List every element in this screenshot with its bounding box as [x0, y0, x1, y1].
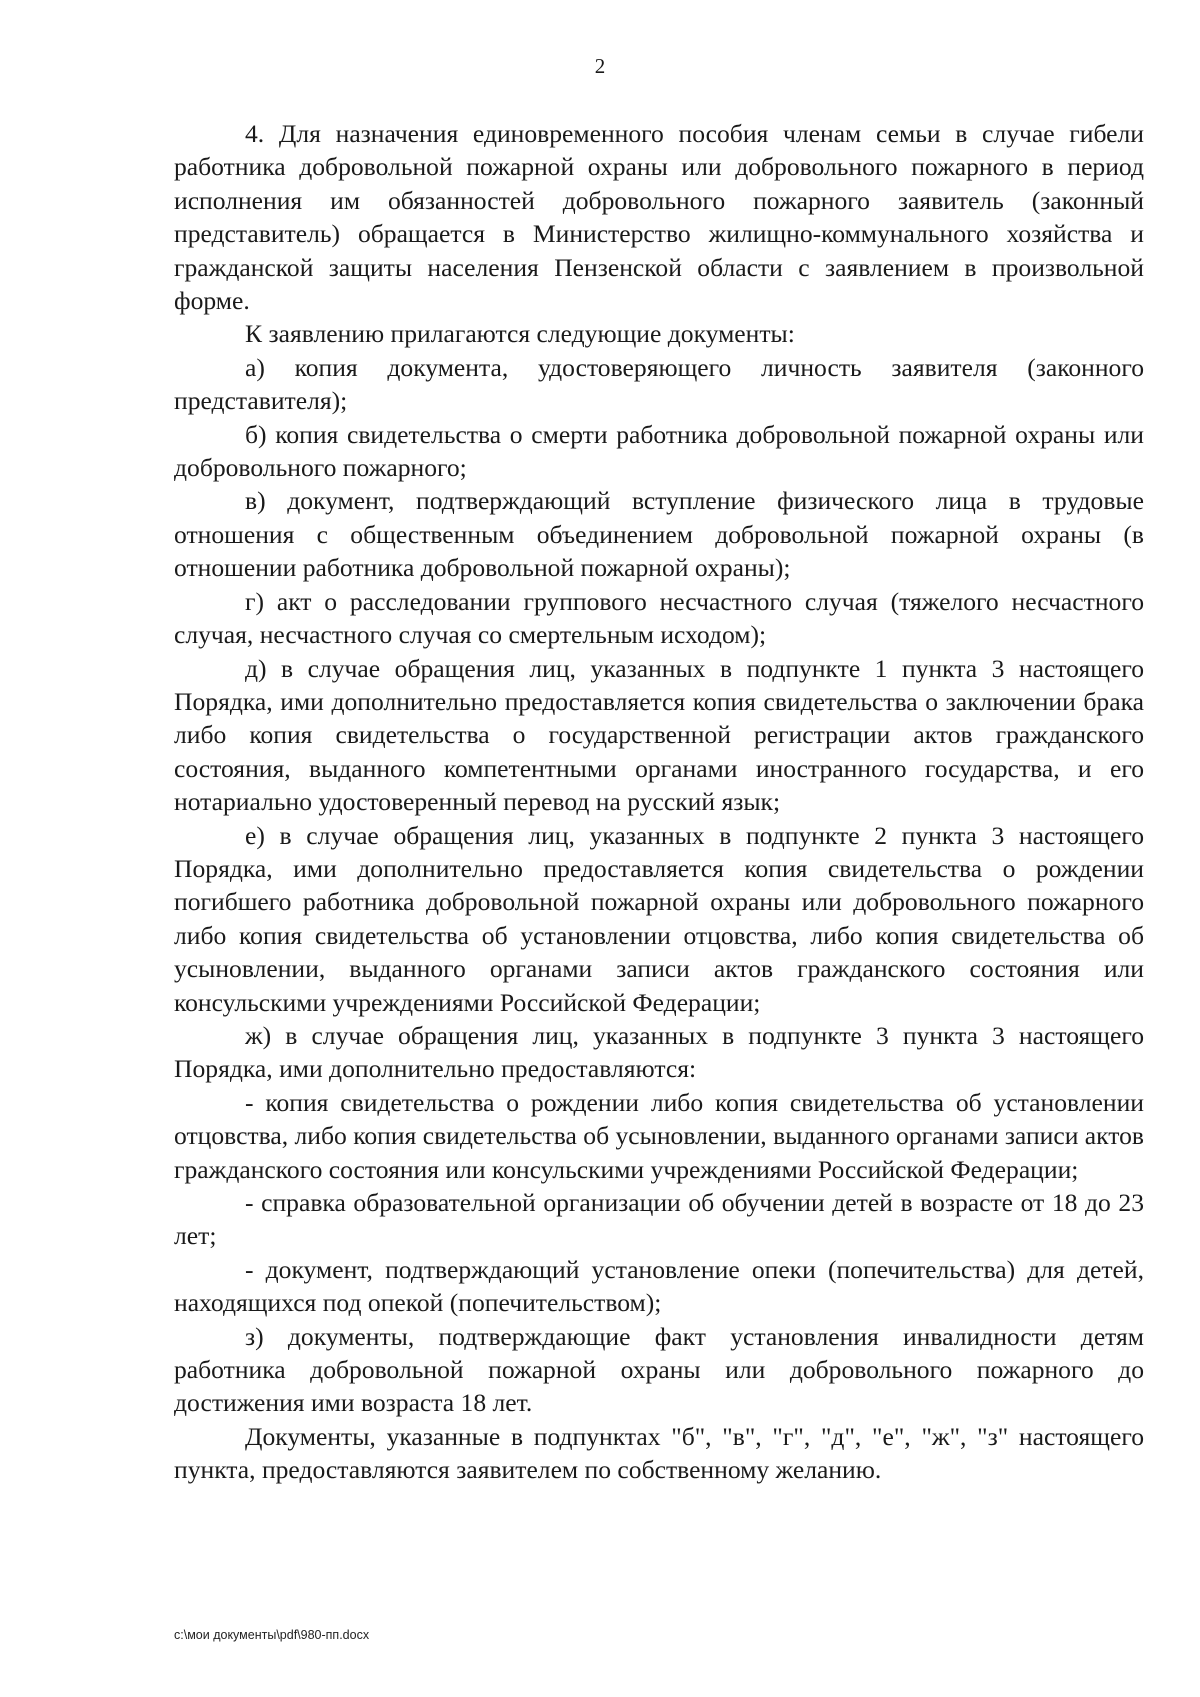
paragraph-voluntary-documents: Документы, указанные в подпунктах "б", "в", "г", "д", "е", "ж", "з" настоящего пункта, предоставляются заявителем по собственному желанию. — [174, 1421, 1144, 1485]
paragraph-dash-birth-certificate: - копия свидетельства о рождении либо копия свидетельства об установлении отцовства, либо копия свидетельства об усыновлении, выданного органами записи актов гражданского состояния или консульскими учреждениями Российской Федерации; — [174, 1087, 1144, 1184]
paragraph-subitem-a: а) копия документа, удостоверяющего личность заявителя (законного представителя); — [174, 352, 1144, 416]
paragraph-dash-guardianship-document: - документ, подтверждающий установление опеки (попечительства) для детей, находящихся под опекой (попечительством); — [174, 1254, 1144, 1318]
paragraph-dash-education-certificate: - справка образовательной организации об обучении детей в возрасте от 18 до 23 лет; — [174, 1188, 1144, 1251]
paragraph-attachments-intro: К заявлению прилагаются следующие документы: — [245, 319, 795, 349]
paragraph-subitem-z: з) документы, подтверждающие факт установления инвалидности детям работника добровольной пожарной охраны или добровольного пожарного до достижения ими возраста 18 лет. — [174, 1321, 1144, 1418]
document-body — [174, 117, 1144, 1487]
paragraph-subitem-g: г) акт о расследовании группового несчастного случая (тяжелого несчастного случая, несчастного случая со смертельным исходом); — [174, 586, 1144, 650]
paragraph-subitem-v: в) документ, подтверждающий вступление физического лица в трудовые отношения с общественным объединением добровольной пожарной охраны (в отношении работника добровольной пожарной охраны); — [174, 486, 1144, 583]
paragraph-subitem-e: е) в случае обращения лиц, указанных в подпункте 2 пункта 3 настоящего Порядка, ими дополнительно предоставляется копия свидетельства о рождении погибшего работника добровольной пожарной охраны или добровольного пожарного либо копия свидетельства об установлении отцовства, либо копия свидетельства об усыновлении, выданного органами записи актов гражданского состояния или консульскими учреждениями Российской Федерации; — [174, 820, 1144, 1017]
paragraph-subitem-b: б) копия свидетельства о смерти работника добровольной пожарной охраны или добровольного пожарного; — [174, 419, 1144, 483]
paragraph-item-4: 4. Для назначения единовременного пособия членам семьи в случае гибели работника добровольной пожарной охраны или добровольного пожарного в период исполнения им обязанностей добровольного пожарного заявитель (законный представитель) обращается в Министерство жилищно-коммунального хозяйства и гражданской защиты населения Пензенской области с заявлением в произвольной форме. — [174, 119, 1144, 316]
footer-file-path: c:\мои документы\pdf\980-пп.docx — [174, 1628, 370, 1642]
page-number: 2 — [594, 54, 606, 78]
paragraph-subitem-zh: ж) в случае обращения лиц, указанных в подпункте 3 пункта 3 настоящего Порядка, ими дополнительно предоставляются: — [174, 1020, 1144, 1084]
paragraph-subitem-d: д) в случае обращения лиц, указанных в подпункте 1 пункта 3 настоящего Порядка, ими дополнительно предоставляется копия свидетельства о заключении брака либо копия свидетельства о государственной регистрации актов гражданского состояния, выданного компетентными органами иностранного государства, и его нотариально удостоверенный перевод на русский язык; — [174, 653, 1144, 817]
